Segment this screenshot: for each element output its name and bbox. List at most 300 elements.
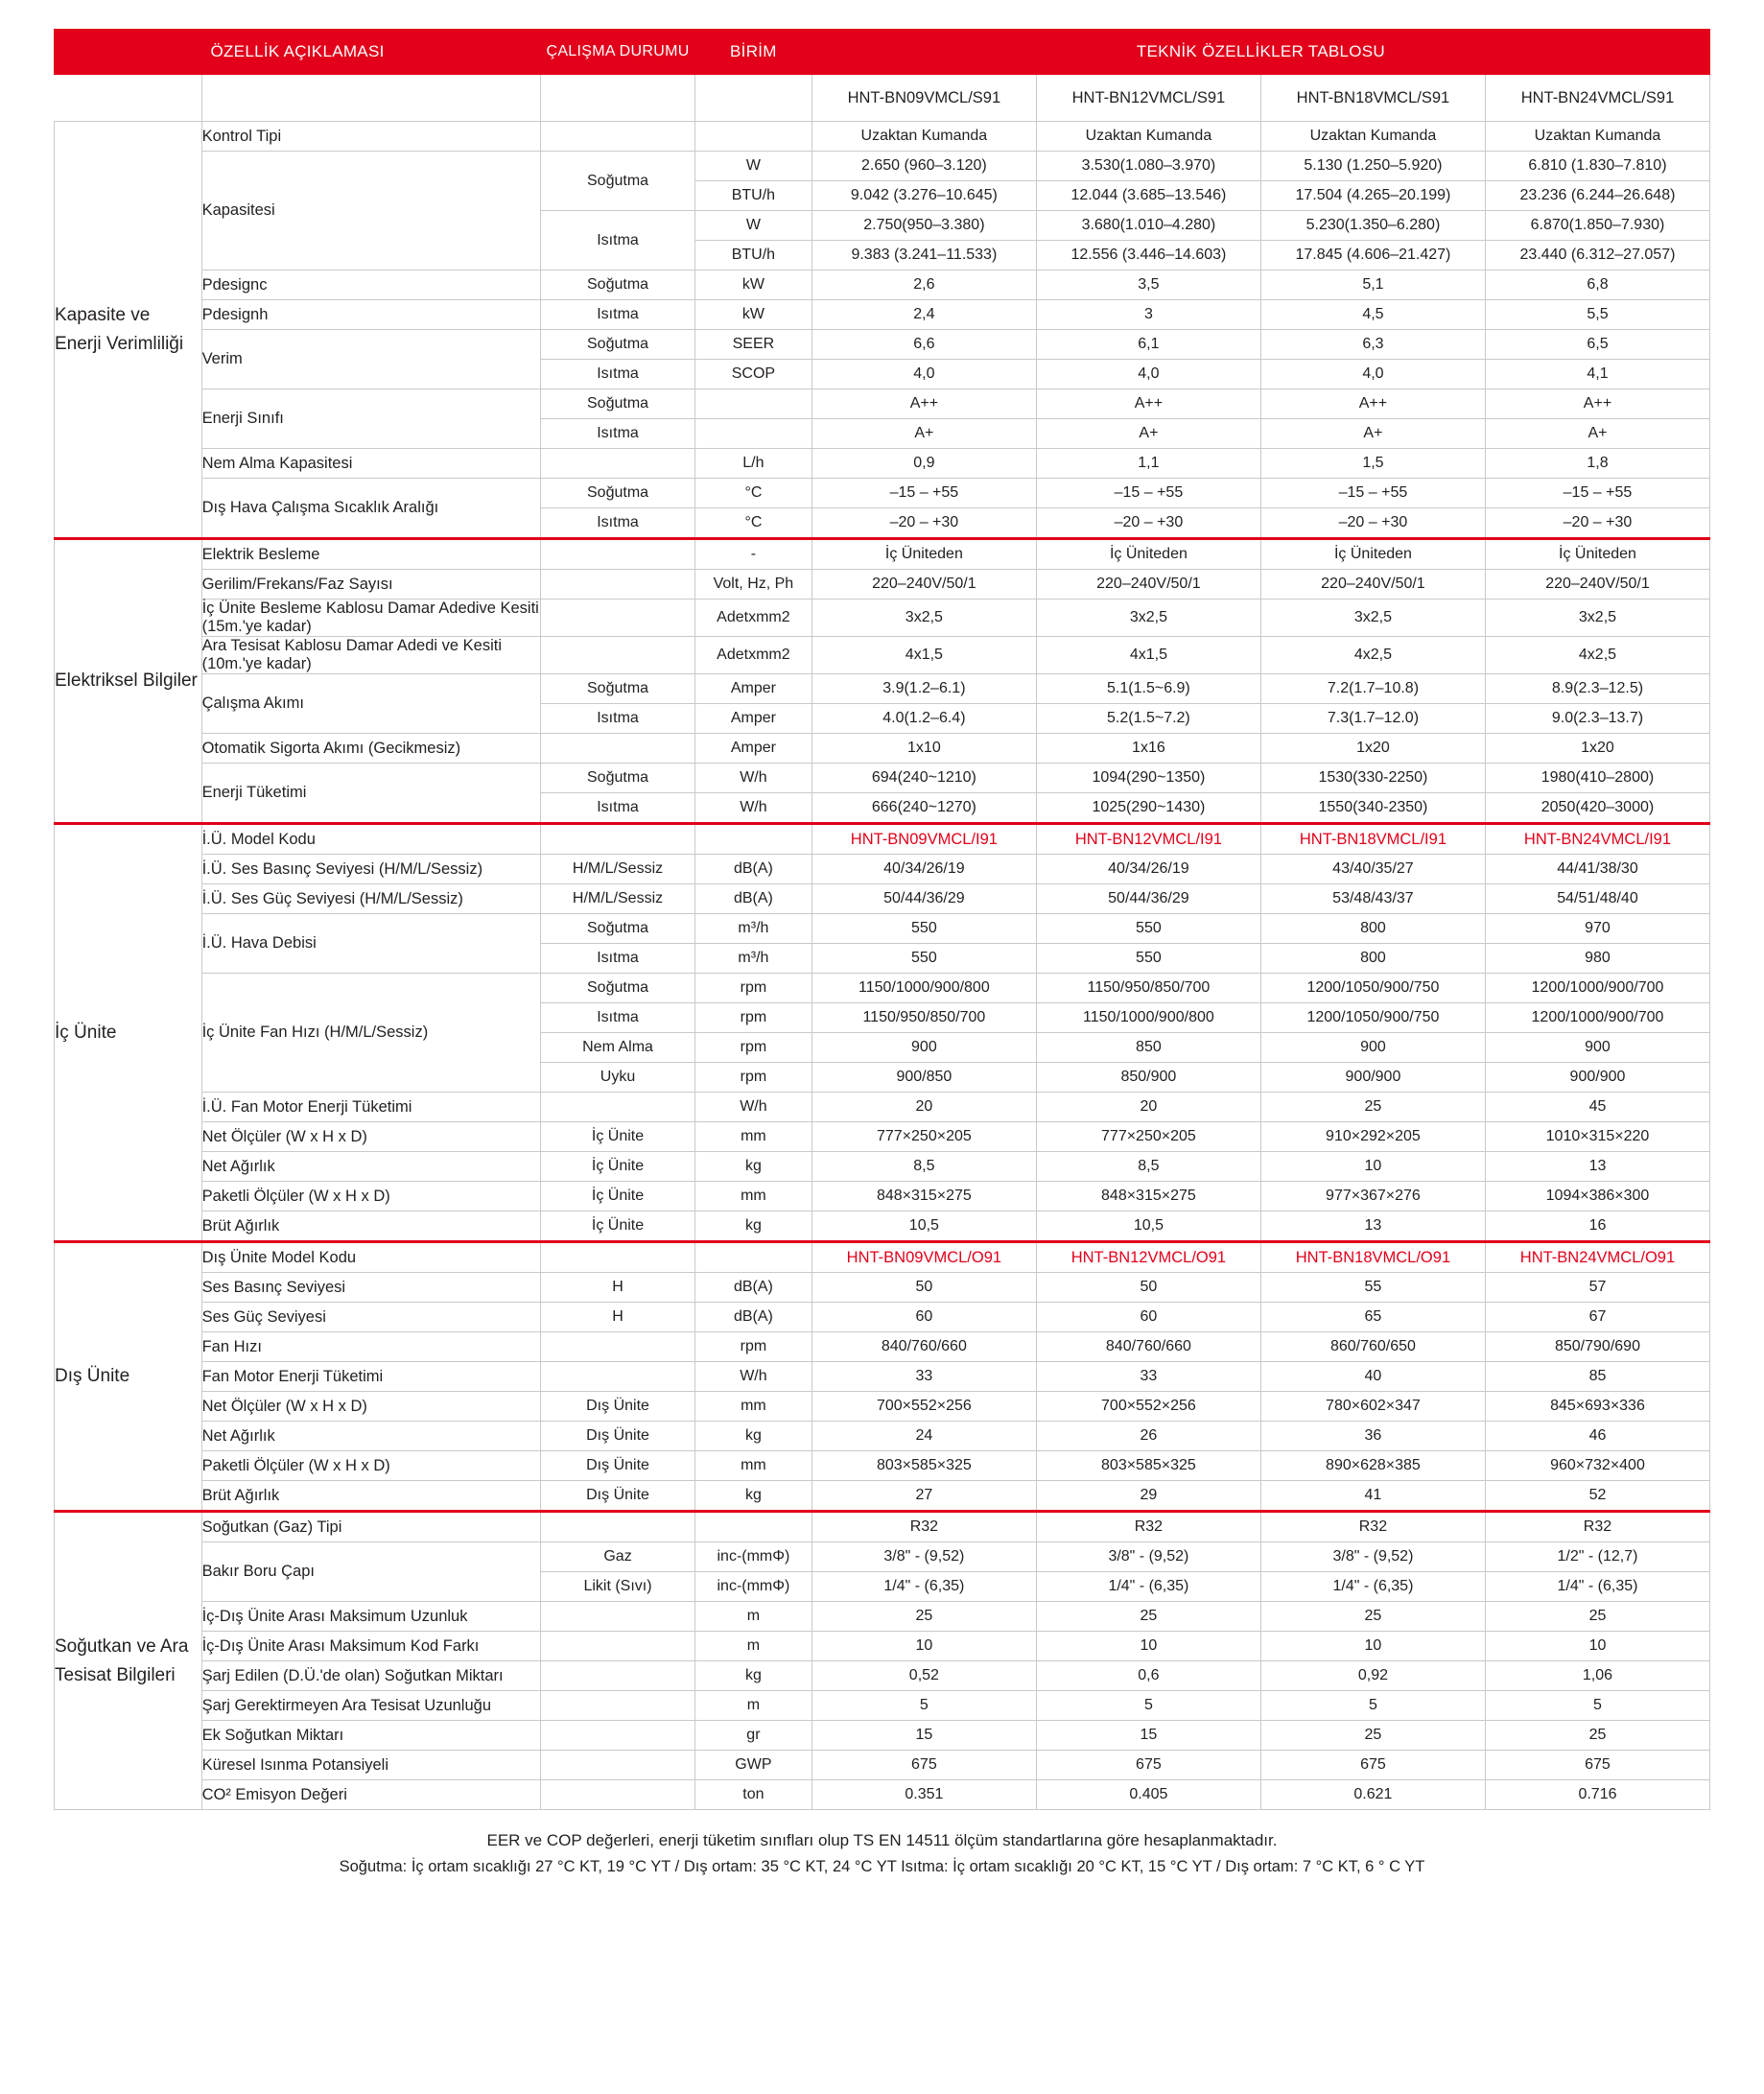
cell-value-model-2: A++ <box>1036 389 1260 419</box>
row-label: Bakır Boru Çapı <box>201 1542 541 1602</box>
row-unit <box>694 122 811 152</box>
cell-value-model-2: HNT-BN12VMCL/O91 <box>1036 1242 1260 1273</box>
row-condition: H/M/L/Sessiz <box>541 884 695 914</box>
cell-value-model-2: 60 <box>1036 1303 1260 1332</box>
cell-value-model-4: 45 <box>1485 1093 1709 1122</box>
row-unit: W/h <box>694 1093 811 1122</box>
table-row <box>55 300 1710 330</box>
cell-value-model-2: 777×250×205 <box>1036 1122 1260 1152</box>
cell-value-model-3: 6,3 <box>1260 330 1485 360</box>
table-row <box>55 449 1710 479</box>
cell-value-model-1: 0.351 <box>811 1780 1036 1810</box>
cell-value-model-2: 1,1 <box>1036 449 1260 479</box>
table-row <box>55 1661 1710 1691</box>
row-unit: rpm <box>694 974 811 1003</box>
row-label: Elektrik Besleme <box>201 539 541 570</box>
row-unit: Amper <box>694 734 811 764</box>
cell-value-model-2: 5 <box>1036 1691 1260 1721</box>
cell-value-model-1: 2.750(950–3.380) <box>811 211 1036 241</box>
row-condition: Isıtma <box>541 419 695 449</box>
cell-value-model-4: 3x2,5 <box>1485 600 1709 637</box>
table-row <box>55 1451 1710 1481</box>
cell-value-model-3: 1/4" - (6,35) <box>1260 1572 1485 1602</box>
cell-value-model-1: 24 <box>811 1422 1036 1451</box>
cell-value-model-4: 8.9(2.3–12.5) <box>1485 674 1709 704</box>
spacer-cell-3 <box>541 75 695 122</box>
row-condition: Isıtma <box>541 944 695 974</box>
row-condition: İç Ünite <box>541 1182 695 1212</box>
cell-value-model-4: Uzaktan Kumanda <box>1485 122 1709 152</box>
cell-value-model-4: 1,06 <box>1485 1661 1709 1691</box>
row-unit: inc-(mmΦ) <box>694 1572 811 1602</box>
row-unit: Adetxmm2 <box>694 600 811 637</box>
row-condition: Soğutma <box>541 974 695 1003</box>
cell-value-model-1: 1150/1000/900/800 <box>811 974 1036 1003</box>
table-row <box>55 884 1710 914</box>
cell-value-model-1: 40/34/26/19 <box>811 855 1036 884</box>
cell-value-model-2: 29 <box>1036 1481 1260 1512</box>
cell-value-model-1: 8,5 <box>811 1152 1036 1182</box>
row-condition <box>541 1512 695 1542</box>
header-unit: BİRİM <box>694 30 811 75</box>
cell-value-model-4: HNT-BN24VMCL/I91 <box>1485 824 1709 855</box>
cell-value-model-3: 0,92 <box>1260 1661 1485 1691</box>
table-row <box>55 1542 1710 1572</box>
table-row <box>55 637 1710 674</box>
table-row <box>55 539 1710 570</box>
cell-value-model-4: 980 <box>1485 944 1709 974</box>
row-condition <box>541 600 695 637</box>
row-unit: m³/h <box>694 944 811 974</box>
table-row <box>55 1182 1710 1212</box>
row-condition <box>541 1751 695 1780</box>
row-unit: - <box>694 539 811 570</box>
table-row <box>55 1242 1710 1273</box>
row-condition: Likit (Sıvı) <box>541 1572 695 1602</box>
row-unit: kg <box>694 1422 811 1451</box>
row-label: Brüt Ağırlık <box>201 1212 541 1242</box>
cell-value-model-1: 27 <box>811 1481 1036 1512</box>
cell-value-model-1: 9.042 (3.276–10.645) <box>811 181 1036 211</box>
row-label: Paketli Ölçüler (W x H x D) <box>201 1182 541 1212</box>
cell-value-model-2: A+ <box>1036 419 1260 449</box>
row-condition: H/M/L/Sessiz <box>541 855 695 884</box>
row-label: Verim <box>201 330 541 389</box>
table-row <box>55 152 1710 181</box>
row-unit: dB(A) <box>694 1273 811 1303</box>
row-label: Nem Alma Kapasitesi <box>201 449 541 479</box>
cell-value-model-3: 53/48/43/37 <box>1260 884 1485 914</box>
row-condition: Isıtma <box>541 360 695 389</box>
table-row <box>55 271 1710 300</box>
row-condition: İç Ünite <box>541 1122 695 1152</box>
cell-value-model-4: 16 <box>1485 1212 1709 1242</box>
cell-value-model-2: 12.556 (3.446–14.603) <box>1036 241 1260 271</box>
cell-value-model-4: 2050(420–3000) <box>1485 793 1709 824</box>
cell-value-model-1: 777×250×205 <box>811 1122 1036 1152</box>
cell-value-model-3: 13 <box>1260 1212 1485 1242</box>
row-condition: Isıtma <box>541 508 695 539</box>
cell-value-model-1: 10 <box>811 1632 1036 1661</box>
cell-value-model-2: 26 <box>1036 1422 1260 1451</box>
row-label: İ.Ü. Model Kodu <box>201 824 541 855</box>
cell-value-model-4: –20 – +30 <box>1485 508 1709 539</box>
model-header-row <box>55 75 1710 122</box>
row-label: Ek Soğutkan Miktarı <box>201 1721 541 1751</box>
row-label: Şarj Gerektirmeyen Ara Tesisat Uzunluğu <box>201 1691 541 1721</box>
table-row <box>55 122 1710 152</box>
cell-value-model-2: 700×552×256 <box>1036 1392 1260 1422</box>
row-unit: kg <box>694 1481 811 1512</box>
table-row <box>55 330 1710 360</box>
cell-value-model-1: 1/4" - (6,35) <box>811 1572 1036 1602</box>
cell-value-model-3: 4,5 <box>1260 300 1485 330</box>
cell-value-model-4: 1/2" - (12,7) <box>1485 1542 1709 1572</box>
cell-value-model-1: 803×585×325 <box>811 1451 1036 1481</box>
row-label: İç-Dış Ünite Arası Maksimum Uzunluk <box>201 1602 541 1632</box>
cell-value-model-1: 900/850 <box>811 1063 1036 1093</box>
cell-value-model-4: 970 <box>1485 914 1709 944</box>
cell-value-model-3: 41 <box>1260 1481 1485 1512</box>
footer-line-1: EER ve COP değerleri, enerji tüketim sınıfları olup TS EN 14511 ölçüm standartlarına göre hesaplanmaktadır. <box>486 1831 1278 1849</box>
cell-value-model-3: 0.621 <box>1260 1780 1485 1810</box>
spacer-cell-2 <box>201 75 541 122</box>
cell-value-model-4: 25 <box>1485 1721 1709 1751</box>
row-label: Net Ölçüler (W x H x D) <box>201 1122 541 1152</box>
row-unit: kg <box>694 1212 811 1242</box>
row-unit <box>694 824 811 855</box>
cell-value-model-3: R32 <box>1260 1512 1485 1542</box>
cell-value-model-2: 4x1,5 <box>1036 637 1260 674</box>
cell-value-model-1: 5 <box>811 1691 1036 1721</box>
row-condition <box>541 1721 695 1751</box>
row-unit: m <box>694 1602 811 1632</box>
row-label: Küresel Isınma Potansiyeli <box>201 1751 541 1780</box>
row-label: Ara Tesisat Kablosu Damar Adedi ve Kesiti (10m.'ye kadar) <box>201 637 541 674</box>
cell-value-model-2: –15 – +55 <box>1036 479 1260 508</box>
row-unit <box>694 1242 811 1273</box>
cell-value-model-2: 550 <box>1036 944 1260 974</box>
row-unit: W/h <box>694 764 811 793</box>
cell-value-model-3: 220–240V/50/1 <box>1260 570 1485 600</box>
cell-value-model-4: A++ <box>1485 389 1709 419</box>
cell-value-model-4: 1094×386×300 <box>1485 1182 1709 1212</box>
table-row <box>55 1392 1710 1422</box>
row-unit: mm <box>694 1182 811 1212</box>
cell-value-model-2: 1150/1000/900/800 <box>1036 1003 1260 1033</box>
row-unit: m <box>694 1691 811 1721</box>
spacer-cell-1 <box>55 75 202 122</box>
row-label: Gerilim/Frekans/Faz Sayısı <box>201 570 541 600</box>
table-row <box>55 1632 1710 1661</box>
row-unit: kW <box>694 271 811 300</box>
cell-value-model-4: 1x20 <box>1485 734 1709 764</box>
cell-value-model-4: 845×693×336 <box>1485 1392 1709 1422</box>
row-label: Ses Güç Seviyesi <box>201 1303 541 1332</box>
cell-value-model-1: 694(240~1210) <box>811 764 1036 793</box>
cell-value-model-1: 700×552×256 <box>811 1392 1036 1422</box>
row-unit: m³/h <box>694 914 811 944</box>
row-condition: Uyku <box>541 1063 695 1093</box>
table-row <box>55 1512 1710 1542</box>
row-unit: rpm <box>694 1332 811 1362</box>
cell-value-model-3: 25 <box>1260 1721 1485 1751</box>
row-condition <box>541 539 695 570</box>
cell-value-model-1: 220–240V/50/1 <box>811 570 1036 600</box>
cell-value-model-4: 1200/1000/900/700 <box>1485 1003 1709 1033</box>
cell-value-model-3: 10 <box>1260 1152 1485 1182</box>
cell-value-model-3: İç Üniteden <box>1260 539 1485 570</box>
group-label-indoor: İç Ünite <box>55 824 202 1242</box>
cell-value-model-3: 900 <box>1260 1033 1485 1063</box>
cell-value-model-1: –15 – +55 <box>811 479 1036 508</box>
table-row <box>55 974 1710 1003</box>
cell-value-model-2: 10,5 <box>1036 1212 1260 1242</box>
cell-value-model-4: HNT-BN24VMCL/O91 <box>1485 1242 1709 1273</box>
cell-value-model-1: 25 <box>811 1602 1036 1632</box>
row-condition <box>541 1632 695 1661</box>
cell-value-model-1: 666(240~1270) <box>811 793 1036 824</box>
cell-value-model-1: 4x1,5 <box>811 637 1036 674</box>
row-label: CO² Emisyon Değeri <box>201 1780 541 1810</box>
cell-value-model-2: 1/4" - (6,35) <box>1036 1572 1260 1602</box>
cell-value-model-3: 780×602×347 <box>1260 1392 1485 1422</box>
cell-value-model-4: 46 <box>1485 1422 1709 1451</box>
row-unit: m <box>694 1632 811 1661</box>
row-unit <box>694 419 811 449</box>
row-condition <box>541 1332 695 1362</box>
row-unit: GWP <box>694 1751 811 1780</box>
cell-value-model-2: 6,1 <box>1036 330 1260 360</box>
cell-value-model-2: 3x2,5 <box>1036 600 1260 637</box>
table-row <box>55 1481 1710 1512</box>
table-row <box>55 1602 1710 1632</box>
cell-value-model-3: 5.230(1.350–6.280) <box>1260 211 1485 241</box>
cell-value-model-4: 1/4" - (6,35) <box>1485 1572 1709 1602</box>
row-unit: dB(A) <box>694 884 811 914</box>
cell-value-model-3: 7.3(1.7–12.0) <box>1260 704 1485 734</box>
cell-value-model-4: 675 <box>1485 1751 1709 1780</box>
cell-value-model-3: 4x2,5 <box>1260 637 1485 674</box>
cell-value-model-4: 220–240V/50/1 <box>1485 570 1709 600</box>
cell-value-model-2: 3.530(1.080–3.970) <box>1036 152 1260 181</box>
cell-value-model-3: 675 <box>1260 1751 1485 1780</box>
row-condition: Soğutma <box>541 152 695 211</box>
cell-value-model-4: 900/900 <box>1485 1063 1709 1093</box>
row-label: Şarj Edilen (D.Ü.'de olan) Soğutkan Miktarı <box>201 1661 541 1691</box>
row-condition <box>541 1093 695 1122</box>
row-condition: Isıtma <box>541 1003 695 1033</box>
cell-value-model-1: A+ <box>811 419 1036 449</box>
cell-value-model-1: 2,4 <box>811 300 1036 330</box>
cell-value-model-3: 977×367×276 <box>1260 1182 1485 1212</box>
row-unit: ton <box>694 1780 811 1810</box>
model-name-4: HNT-BN24VMCL/S91 <box>1485 75 1709 122</box>
cell-value-model-3: 1200/1050/900/750 <box>1260 974 1485 1003</box>
row-condition: Isıtma <box>541 300 695 330</box>
cell-value-model-1: 10,5 <box>811 1212 1036 1242</box>
row-label: Kapasitesi <box>201 152 541 271</box>
cell-value-model-4: 23.236 (6.244–26.648) <box>1485 181 1709 211</box>
row-condition <box>541 734 695 764</box>
cell-value-model-3: 55 <box>1260 1273 1485 1303</box>
cell-value-model-2: 5.2(1.5~7.2) <box>1036 704 1260 734</box>
cell-value-model-2: HNT-BN12VMCL/I91 <box>1036 824 1260 855</box>
cell-value-model-4: 1010×315×220 <box>1485 1122 1709 1152</box>
table-row <box>55 600 1710 637</box>
row-unit: SEER <box>694 330 811 360</box>
group-label-electrical: Elektriksel Bilgiler <box>55 539 202 824</box>
row-condition <box>541 824 695 855</box>
cell-value-model-3: 5 <box>1260 1691 1485 1721</box>
cell-value-model-2: 50 <box>1036 1273 1260 1303</box>
cell-value-model-2: 675 <box>1036 1751 1260 1780</box>
cell-value-model-3: HNT-BN18VMCL/O91 <box>1260 1242 1485 1273</box>
cell-value-model-1: 60 <box>811 1303 1036 1332</box>
table-row <box>55 1303 1710 1332</box>
cell-value-model-3: 910×292×205 <box>1260 1122 1485 1152</box>
row-unit <box>694 389 811 419</box>
cell-value-model-2: 550 <box>1036 914 1260 944</box>
row-condition: Dış Ünite <box>541 1481 695 1512</box>
row-label: Dış Ünite Model Kodu <box>201 1242 541 1273</box>
row-unit: dB(A) <box>694 855 811 884</box>
cell-value-model-1: 848×315×275 <box>811 1182 1036 1212</box>
table-row <box>55 764 1710 793</box>
cell-value-model-2: 12.044 (3.685–13.546) <box>1036 181 1260 211</box>
cell-value-model-1: 675 <box>811 1751 1036 1780</box>
row-unit: mm <box>694 1392 811 1422</box>
row-unit: Amper <box>694 674 811 704</box>
cell-value-model-3: 1,5 <box>1260 449 1485 479</box>
cell-value-model-3: 3/8" - (9,52) <box>1260 1542 1485 1572</box>
cell-value-model-3: HNT-BN18VMCL/I91 <box>1260 824 1485 855</box>
cell-value-model-4: 9.0(2.3–13.7) <box>1485 704 1709 734</box>
table-row <box>55 1751 1710 1780</box>
row-unit: mm <box>694 1451 811 1481</box>
cell-value-model-4: 1200/1000/900/700 <box>1485 974 1709 1003</box>
header-feature-desc: ÖZELLİK AÇIKLAMASI <box>55 30 541 75</box>
cell-value-model-2: 15 <box>1036 1721 1260 1751</box>
cell-value-model-3: 5,1 <box>1260 271 1485 300</box>
cell-value-model-2: 1150/950/850/700 <box>1036 974 1260 1003</box>
row-condition: H <box>541 1273 695 1303</box>
cell-value-model-1: 9.383 (3.241–11.533) <box>811 241 1036 271</box>
row-unit: BTU/h <box>694 241 811 271</box>
table-row <box>55 734 1710 764</box>
cell-value-model-1: 2,6 <box>811 271 1036 300</box>
cell-value-model-3: 25 <box>1260 1093 1485 1122</box>
cell-value-model-3: A++ <box>1260 389 1485 419</box>
row-label: İç-Dış Ünite Arası Maksimum Kod Farkı <box>201 1632 541 1661</box>
cell-value-model-2: Uzaktan Kumanda <box>1036 122 1260 152</box>
cell-value-model-4: 85 <box>1485 1362 1709 1392</box>
cell-value-model-1: 2.650 (960–3.120) <box>811 152 1036 181</box>
row-condition: İç Ünite <box>541 1152 695 1182</box>
row-condition: Gaz <box>541 1542 695 1572</box>
table-row <box>55 1691 1710 1721</box>
row-label: İ.Ü. Ses Basınç Seviyesi (H/M/L/Sessiz) <box>201 855 541 884</box>
cell-value-model-2: 3.680(1.010–4.280) <box>1036 211 1260 241</box>
cell-value-model-1: 840/760/660 <box>811 1332 1036 1362</box>
row-unit: rpm <box>694 1003 811 1033</box>
cell-value-model-3: Uzaktan Kumanda <box>1260 122 1485 152</box>
table-row <box>55 389 1710 419</box>
cell-value-model-2: 0,6 <box>1036 1661 1260 1691</box>
cell-value-model-2: 220–240V/50/1 <box>1036 570 1260 600</box>
cell-value-model-3: 17.504 (4.265–20.199) <box>1260 181 1485 211</box>
cell-value-model-1: A++ <box>811 389 1036 419</box>
cell-value-model-3: 1530(330-2250) <box>1260 764 1485 793</box>
row-label: Pdesignh <box>201 300 541 330</box>
cell-value-model-1: 4.0(1.2–6.4) <box>811 704 1036 734</box>
cell-value-model-1: 1x10 <box>811 734 1036 764</box>
table-row <box>55 855 1710 884</box>
row-unit: Amper <box>694 704 811 734</box>
row-label: Enerji Tüketimi <box>201 764 541 824</box>
row-unit: rpm <box>694 1063 811 1093</box>
row-label: Ses Basınç Seviyesi <box>201 1273 541 1303</box>
row-condition: Dış Ünite <box>541 1422 695 1451</box>
model-name-2: HNT-BN12VMCL/S91 <box>1036 75 1260 122</box>
cell-value-model-4: 5 <box>1485 1691 1709 1721</box>
cell-value-model-4: R32 <box>1485 1512 1709 1542</box>
cell-value-model-1: 3/8" - (9,52) <box>811 1542 1036 1572</box>
row-condition: Nem Alma <box>541 1033 695 1063</box>
cell-value-model-2: 25 <box>1036 1602 1260 1632</box>
cell-value-model-2: 5.1(1.5~6.9) <box>1036 674 1260 704</box>
cell-value-model-4: 10 <box>1485 1632 1709 1661</box>
row-condition <box>541 1602 695 1632</box>
cell-value-model-2: R32 <box>1036 1512 1260 1542</box>
row-condition <box>541 1242 695 1273</box>
cell-value-model-2: 40/34/26/19 <box>1036 855 1260 884</box>
row-label: Net Ağırlık <box>201 1422 541 1451</box>
row-label: Fan Hızı <box>201 1332 541 1362</box>
row-label: Net Ölçüler (W x H x D) <box>201 1392 541 1422</box>
row-label: Enerji Sınıfı <box>201 389 541 449</box>
cell-value-model-2: 848×315×275 <box>1036 1182 1260 1212</box>
row-condition: Soğutma <box>541 389 695 419</box>
row-unit <box>694 1512 811 1542</box>
cell-value-model-4: A+ <box>1485 419 1709 449</box>
row-label: İ.Ü. Ses Güç Seviyesi (H/M/L/Sessiz) <box>201 884 541 914</box>
table-row <box>55 1332 1710 1362</box>
cell-value-model-1: 6,6 <box>811 330 1036 360</box>
cell-value-model-1: Uzaktan Kumanda <box>811 122 1036 152</box>
cell-value-model-2: 840/760/660 <box>1036 1332 1260 1362</box>
cell-value-model-2: 1x16 <box>1036 734 1260 764</box>
table-row <box>55 1422 1710 1451</box>
group-label-refrigerant: Soğutkan ve Ara Tesisat Bilgileri <box>55 1512 202 1810</box>
row-label: İ.Ü. Fan Motor Enerji Tüketimi <box>201 1093 541 1122</box>
cell-value-model-4: 6.810 (1.830–7.810) <box>1485 152 1709 181</box>
cell-value-model-4: 23.440 (6.312–27.057) <box>1485 241 1709 271</box>
cell-value-model-2: –20 – +30 <box>1036 508 1260 539</box>
row-condition: Soğutma <box>541 914 695 944</box>
cell-value-model-4: 13 <box>1485 1152 1709 1182</box>
cell-value-model-1: 50/44/36/29 <box>811 884 1036 914</box>
row-label: Pdesignc <box>201 271 541 300</box>
cell-value-model-4: 6,8 <box>1485 271 1709 300</box>
model-name-3: HNT-BN18VMCL/S91 <box>1260 75 1485 122</box>
cell-value-model-2: 3/8" - (9,52) <box>1036 1542 1260 1572</box>
cell-value-model-3: 7.2(1.7–10.8) <box>1260 674 1485 704</box>
table-row <box>55 1093 1710 1122</box>
row-condition <box>541 637 695 674</box>
cell-value-model-1: 0,52 <box>811 1661 1036 1691</box>
row-condition: H <box>541 1303 695 1332</box>
